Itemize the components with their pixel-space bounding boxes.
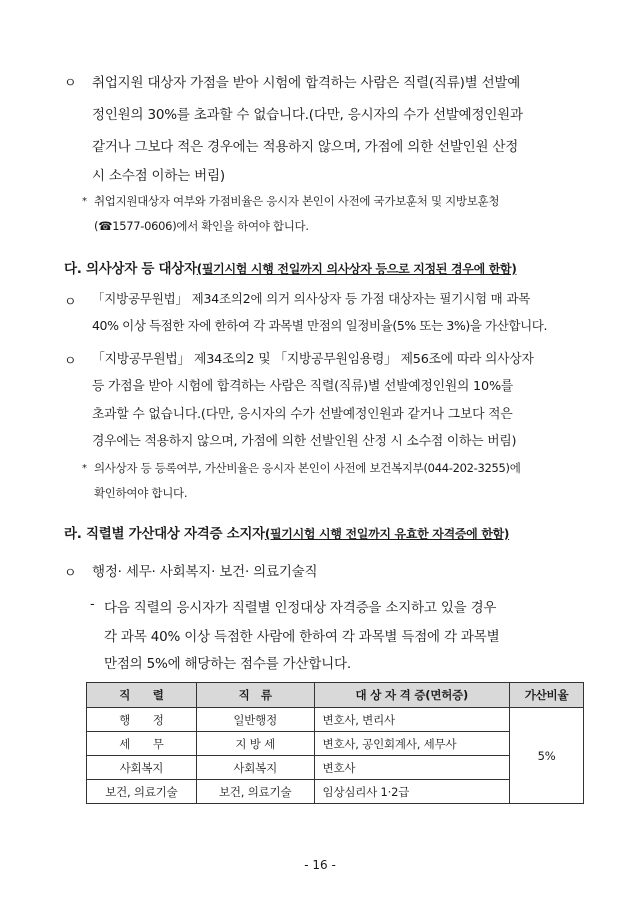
- paragraph-line: 등 가점을 받아 시험에 합격하는 사람은 직렬(직류)별 선발예정인원의 10%를: [92, 379, 514, 394]
- rate-cell: 5%: [510, 708, 584, 804]
- dash-marker: -: [90, 597, 95, 612]
- paragraph-line: 같거나 그보다 적은 경우에는 적용하지 않으며, 가점에 의한 선발인원 산정: [92, 139, 519, 155]
- paragraph-line: 시 소수점 이하는 버림): [92, 168, 225, 184]
- heading-condition: (필기시험 시행 전일까지 유효한 자격증에 한함): [264, 527, 510, 541]
- table-cell: 행 정: [87, 708, 197, 732]
- table-row: [87, 732, 584, 756]
- note-line: (☎1577-0606)에서 확인을 하여야 합니다.: [94, 219, 309, 233]
- bullet-marker: ㅇ: [64, 566, 77, 581]
- paragraph-line: 각 과목 40% 이상 득점한 사람에 한하여 각 과목별 득점에 각 과목별: [104, 629, 500, 645]
- paragraph-line: 「지방공무원법」 제34조의2에 의거 의사상자 등 가점 대상자는 필기시험 매 과목: [92, 291, 531, 306]
- page-number: - 16 -: [304, 858, 336, 872]
- table-row: [87, 756, 584, 780]
- paragraph-line: 「지방공무원법」 제34조의2 및 「지방공무원임용령」 제56조에 따라 의사상자: [92, 352, 534, 367]
- paragraph-line: 40% 이상 득점한 자에 한하여 각 과목별 만점의 일정비율(5% 또는 3%)을 가산합니다.: [92, 318, 548, 333]
- table-cell: 사회복지: [196, 756, 314, 780]
- paragraph-line: 다음 직렬의 응시자가 직렬별 인정대상 자격증을 소지하고 있을 경우: [104, 600, 497, 616]
- table-cell: 일반행정: [196, 708, 314, 732]
- note-marker: *: [82, 196, 87, 207]
- table-header: 직 류: [196, 683, 314, 708]
- table-header-row: [87, 683, 584, 708]
- paragraph-line: 취업지원 대상자 가점을 받아 시험에 합격하는 사람은 직렬(직류)별 선발예: [92, 75, 521, 91]
- table-cell: 보건, 의료기술: [196, 780, 314, 804]
- table-cell: 보건, 의료기술: [87, 780, 197, 804]
- paragraph-line: 초과할 수 없습니다.(다만, 응시자의 수가 선발예정인원과 같거나 그보다 적은: [92, 407, 513, 422]
- note-line: 취업지원대상자 여부와 가점비율은 응시자 본인이 사전에 국가보훈처 및 지방보훈청: [94, 194, 500, 208]
- table-row: [87, 708, 584, 732]
- table-header: 대 상 자 격 증(면허증): [314, 683, 510, 708]
- table-cell: 변호사, 변리사: [314, 708, 510, 732]
- paragraph-line: 경우에는 적용하지 않으며, 가점에 의한 선발인원 산정 시 소수점 이하는 버림): [92, 434, 517, 449]
- table-cell: 사회복지: [87, 756, 197, 780]
- note-line: 확인하여야 합니다.: [94, 486, 188, 500]
- table-cell: 세 무: [87, 732, 197, 756]
- table-cell: 변호사: [314, 756, 510, 780]
- certificate-table: [86, 682, 584, 804]
- heading-condition: (필기시험 시행 전일까지 의사상자 등으로 지정된 경우에 한함): [196, 262, 517, 276]
- paragraph-line: 만점의 5%에 해당하는 점수를 가산합니다.: [104, 656, 351, 672]
- paragraph-line: 정인원의 30%를 초과할 수 없습니다.(다만, 응시자의 수가 선발예정인원과: [92, 107, 523, 123]
- note-marker: *: [82, 463, 87, 474]
- table-cell: 임상심리사 1·2급: [314, 780, 510, 804]
- heading-title: 다. 의사상자 등 대상자: [64, 261, 197, 277]
- table-cell: 지 방 세: [196, 732, 314, 756]
- heading-title: 라. 직렬별 가산대상 자격증 소지자: [64, 526, 265, 542]
- section-heading-ra: [64, 522, 509, 542]
- table-header: 가산비율: [510, 683, 584, 708]
- table-cell: 변호사, 공인회계사, 세무사: [314, 732, 510, 756]
- bullet-marker: ㅇ: [64, 76, 77, 91]
- paragraph-line: 행정· 세무· 사회복지· 보건· 의료기술직: [92, 564, 318, 580]
- bullet-marker: ㅇ: [64, 295, 77, 310]
- note-line: 의사상자 등 등록여부, 가산비율은 응시자 본인이 사전에 보건복지부(044-202-3255)에: [94, 461, 521, 475]
- table-row: [87, 780, 584, 804]
- table-header: 직 렬: [87, 683, 197, 708]
- bullet-marker: ㅇ: [64, 354, 77, 369]
- section-heading-da: [64, 257, 517, 277]
